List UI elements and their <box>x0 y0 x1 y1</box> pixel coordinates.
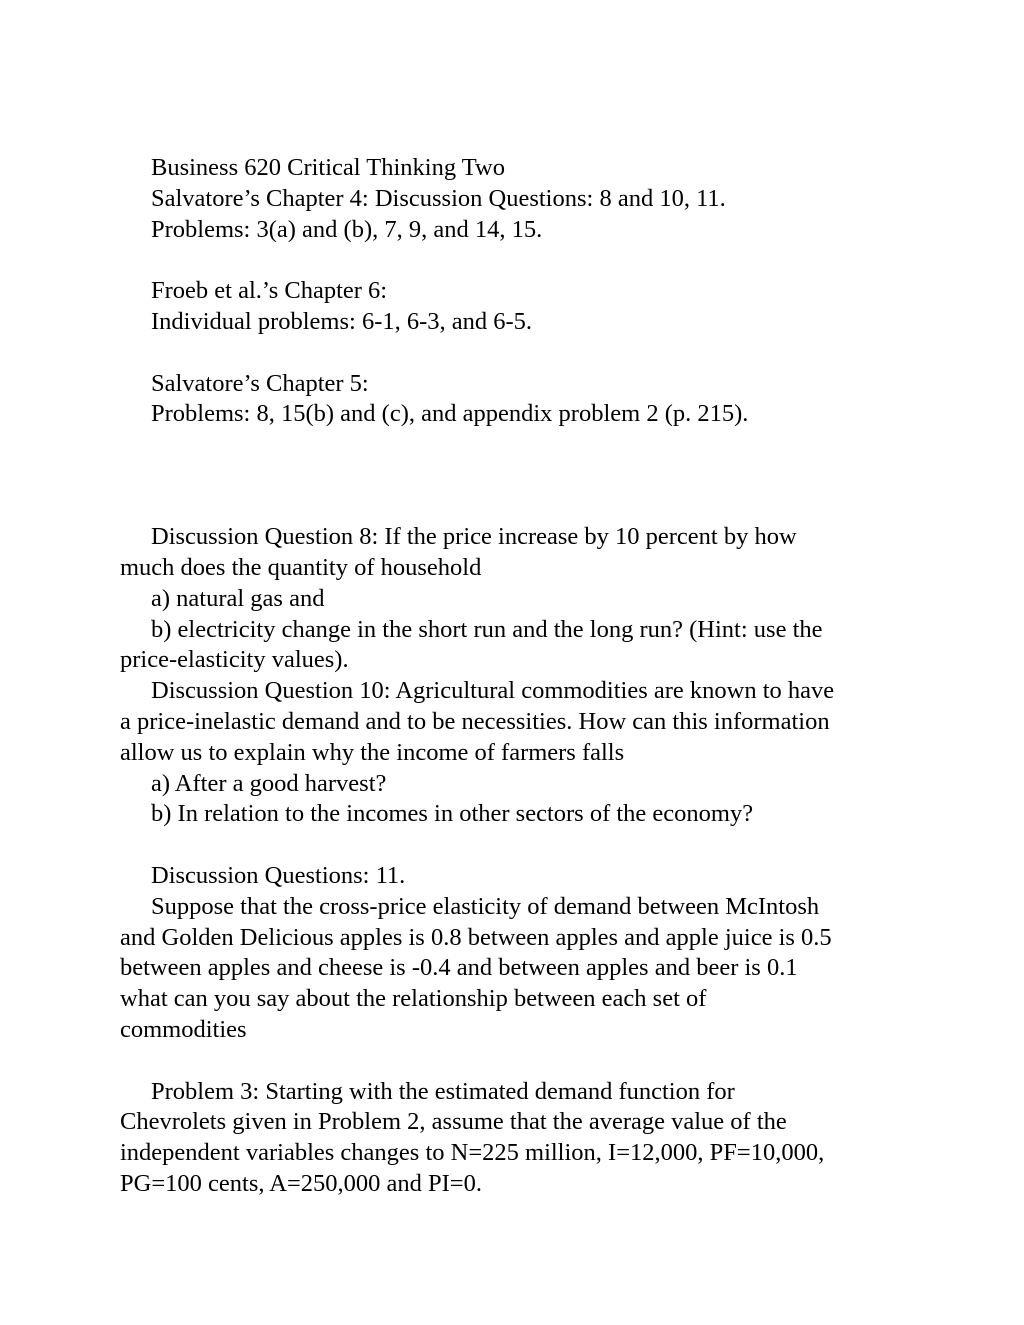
dq10-item-a: a) After a good harvest? <box>151 769 387 797</box>
dq11-text-line: commodities <box>120 1015 247 1043</box>
spacer <box>120 830 910 861</box>
assignment-header <box>120 153 910 245</box>
dq11-heading: Discussion Questions: 11. <box>151 861 406 889</box>
dq11-text-line: Suppose that the cross-price elasticity of demand between McIntosh <box>151 892 820 920</box>
dq10-text-line: allow us to explain why the income of farmers falls <box>120 738 625 766</box>
spacer <box>120 1046 910 1077</box>
dq10-text-line: Discussion Question 10: Agricultural commodities are known to have <box>151 677 835 705</box>
p3-text-line: Chevrolets given in Problem 2, assume that the average value of the <box>120 1108 787 1136</box>
dq8-item-b: b) electricity change in the short run and the long run? (Hint: use the <box>151 615 823 643</box>
froeb-problems: Individual problems: 6-1, 6-3, and 6-5. <box>151 307 533 335</box>
p3-text-line: PG=100 cents, A=250,000 and PI=0. <box>120 1169 482 1197</box>
discussion-question-11 <box>120 861 910 1046</box>
document-title: Business 620 Critical Thinking Two <box>151 154 505 181</box>
p3-text-line: Problem 3: Starting with the estimated demand function for <box>151 1077 735 1105</box>
problem-3 <box>120 1077 910 1200</box>
salvatore-ch5-heading: Salvatore’s Chapter 5: <box>151 369 369 397</box>
spacer <box>120 245 910 276</box>
dq8-item-b-continued: price-elasticity values). <box>120 646 349 674</box>
salvatore-ch5-problems: Problems: 8, 15(b) and (c), and appendix problem 2 (p. 215). <box>151 400 749 428</box>
salvatore-ch5-section <box>120 369 910 431</box>
dq11-text-line: between apples and cheese is -0.4 and between apples and beer is 0.1 <box>120 954 798 982</box>
discussion-question-10 <box>120 676 910 830</box>
dq10-item-b: b) In relation to the incomes in other sectors of the economy? <box>151 800 754 828</box>
froeb-heading: Froeb et al.’s Chapter 6: <box>151 277 388 305</box>
dq8-text-line: much does the quantity of household <box>120 553 482 581</box>
salvatore-ch4-problems: Problems: 3(a) and (b), 7, 9, and 14, 15. <box>151 215 543 243</box>
dq8-text-line: Discussion Question 8: If the price increase by 10 percent by how <box>151 523 797 551</box>
salvatore-ch4-questions: Salvatore’s Chapter 4: Discussion Questions: 8 and 10, 11. <box>151 184 726 212</box>
spacer <box>120 338 910 369</box>
document-page <box>120 153 910 1200</box>
dq11-text-line: and Golden Delicious apples is 0.8 between apples and apple juice is 0.5 <box>120 923 832 951</box>
dq8-item-a: a) natural gas and <box>151 584 325 612</box>
dq11-text-line: what can you say about the relationship between each set of <box>120 985 707 1013</box>
dq10-text-line: a price-inelastic demand and to be necessities. How can this information <box>120 707 830 735</box>
froeb-section <box>120 276 910 338</box>
spacer <box>120 430 910 522</box>
discussion-question-8 <box>120 522 910 676</box>
p3-text-line: independent variables changes to N=225 million, I=12,000, PF=10,000, <box>120 1139 825 1167</box>
